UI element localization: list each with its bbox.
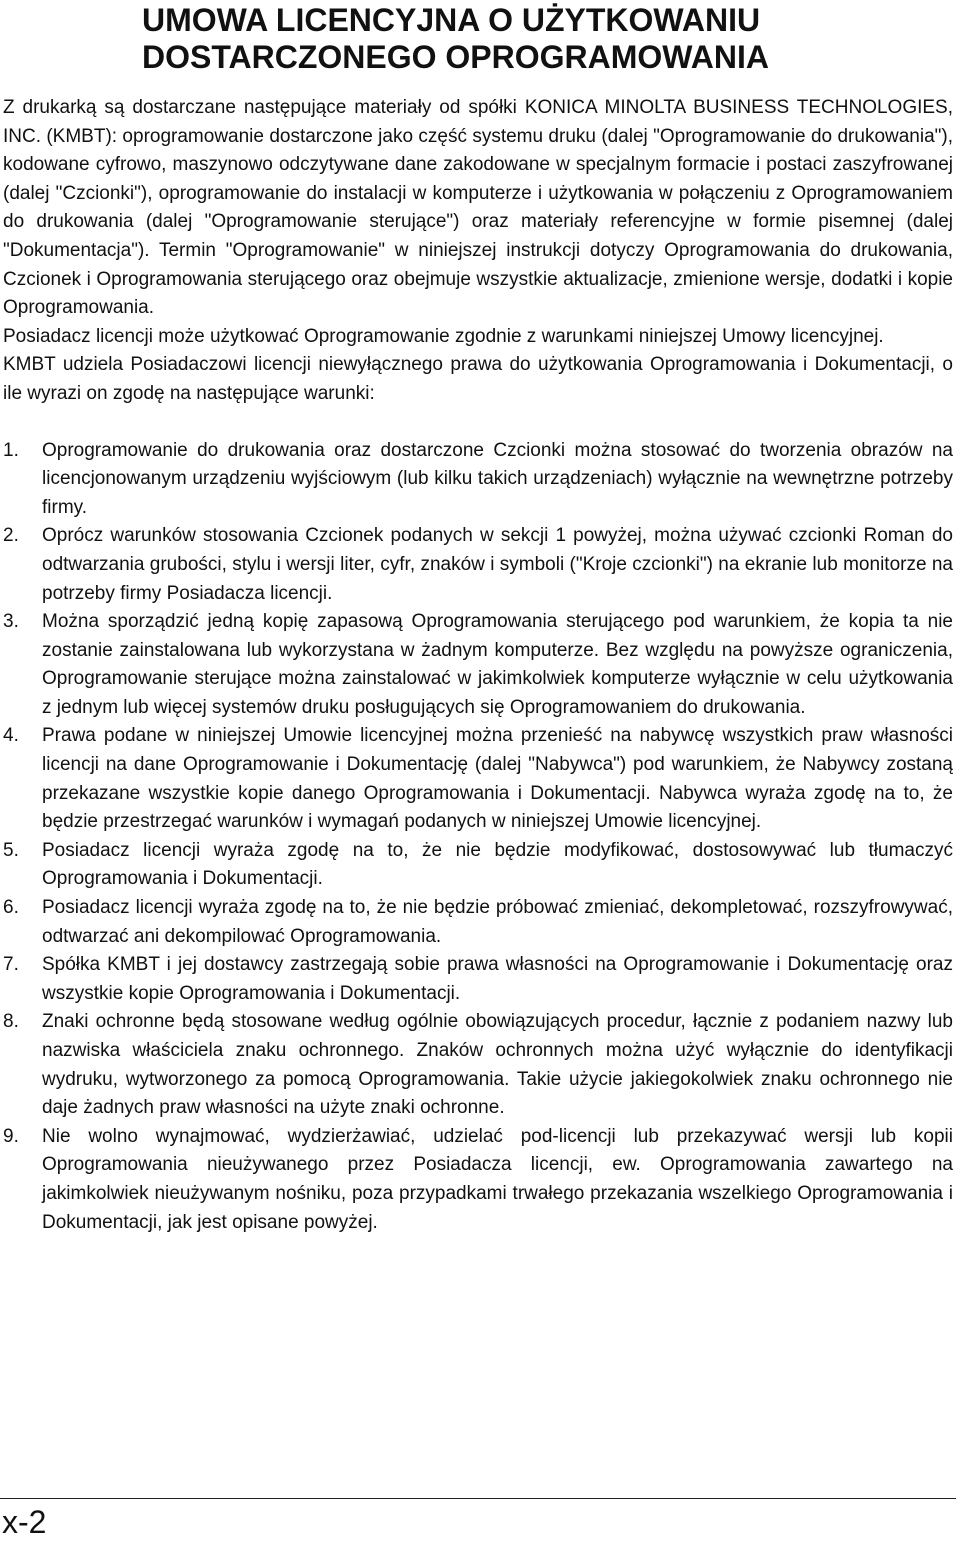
list-item — [3, 1008, 953, 1122]
intro-section — [3, 94, 953, 409]
document-body — [3, 94, 953, 1237]
footer-divider — [0, 1498, 956, 1499]
item-number: 3. — [3, 611, 19, 633]
license-use-paragraph: Posiadacz licencji może użytkować Oprogramowanie zgodnie z warunkami niniejszej Umowy licencyjnej. — [3, 325, 884, 347]
item-text: Można sporządzić jedną kopię zapasową Oprogramowania sterującego pod warunkiem, że kopia ta nie zostanie zainstalowana lub wykorzystana w żadnym komputerze. Bez względu na powyższe ograniczenia, Oprogramowanie sterujące można zainstalować w jakimkolwiek komputerze wyłącznie w celu użytkowania z jednym lub więcej systemów druku posługujących się Oprogramowaniem do drukowania. — [42, 611, 953, 718]
page-number: x-2 — [2, 1504, 47, 1540]
item-number: 2. — [3, 525, 19, 547]
item-number: 4. — [3, 725, 19, 747]
item-text: Posiadacz licencji wyraża zgodę na to, że nie będzie próbować zmieniać, dekompletować, rozszyfrowywać, odtwarzać ani dekompilować Oprogramowania. — [42, 897, 953, 947]
item-text: Posiadacz licencji wyraża zgodę na to, że nie będzie modyfikować, dostosowywać lub tłumaczyć Oprogramowania i Dokumentacji. — [42, 839, 953, 890]
list-item — [3, 522, 953, 608]
item-text: Znaki ochronne będą stosowane według ogólnie obowiązujących procedur, łącznie z podaniem nazwy lub nazwiska właściciela znaku ochronnego. Znaków ochronnych można użyć wyłącznie do identyfikacji wydruku, wytworzonego za pomocą Oprogramowania. Takie użycie jakiegokolwiek znaku ochronnego nie daje żadnych praw własności na użyte znaki ochronne. — [42, 1011, 953, 1119]
list-item — [3, 722, 953, 836]
page-title-line-1: UMOWA LICENCYJNA O UŻYTKOWANIU — [142, 2, 761, 38]
list-item — [3, 894, 953, 951]
list-item — [3, 951, 953, 1008]
item-number: 5. — [3, 839, 19, 861]
page-title-line-2: DOSTARCZONEGO OPROGRAMOWANIA — [142, 39, 769, 75]
item-text: Oprogramowanie do drukowania oraz dostarczone Czcionki można stosować do tworzenia obrazów na licencjonowanym urządzeniu wyjściowym (lub kilku takich urządzeniach) wyłącznie na wewnętrzne potrzeby firmy. — [42, 439, 953, 518]
page-title — [142, 2, 769, 76]
item-text: Nie wolno wynajmować, wydzierżawiać, udzielać pod-licencji lub przekazywać wersji lub kopii Oprogramowania nieużywanego przez Posiadacza licencji, ew. Oprogramowania zawartego na jakimkolwiek nieużywanym nośniku, poza przypadkami trwałego przekazania wszelkiego Oprogramowania i Dokumentacji, jak jest opisane powyżej. — [42, 1125, 953, 1233]
list-item — [3, 608, 953, 722]
item-number: 6. — [3, 897, 19, 919]
license-grant-paragraph: KMBT udziela Posiadaczowi licencji niewyłącznego prawa do użytkowania Oprogramowania i Dokumentacji, o ile wyrazi on zgodę na następujące warunki: — [3, 354, 953, 404]
list-item — [3, 837, 953, 894]
list-item — [3, 437, 953, 523]
intro-paragraph: Z drukarką są dostarczane następujące materiały od spółki KONICA MINOLTA BUSINESS TECHNOLOGIES, INC. (KMBT): oprogramowanie dostarczone jako część systemu druku (dalej "Oprogramowanie do drukowania"), kodowane cyfrowo, maszynowo odczytywane dane zakodowane w specjalnym formacie i postaci zaszyfrowanej (dalej "Czcionki"), oprogramowanie do instalacji w komputerze i użytkowania w połączeniu z Oprogramowaniem do drukowania (dalej "Oprogramowanie sterujące") oraz materiały referencyjne w formie pisemnej (dalej "Dokumentacja"). Termin "Oprogramowanie" w niniejszej instrukcji dotyczy Oprogramowania do drukowania, Czcionek i Oprogramowania sterującego oraz obejmuje wszystkie aktualizacje, zmienione wersje, dodatki i kopie Oprogramowania. — [3, 97, 953, 319]
item-text: Prawa podane w niniejszej Umowie licencyjnej można przenieść na nabywcę wszystkich praw własności licencji na dane Oprogramowanie i Dokumentację (dalej "Nabywca") pod warunkiem, że Nabywcy zostaną przekazane wszystkie kopie danego Oprogramowania i Dokumentacji. Nabywca wyraża zgodę na to, że będzie przestrzegać warunków i wymagań podanych w niniejszej Umowie licencyjnej. — [42, 725, 953, 833]
item-text: Spółka KMBT i jej dostawcy zastrzegają sobie prawa własności na Oprogramowanie i Dokumentację oraz wszystkie kopie Oprogramowania i Dokumentacji. — [42, 954, 953, 1004]
item-number: 9. — [3, 1125, 19, 1147]
item-number: 8. — [3, 1011, 19, 1033]
license-terms-list — [3, 437, 953, 1238]
item-text: Oprócz warunków stosowania Czcionek podanych w sekcji 1 powyżej, można używać czcionki Roman do odtwarzania grubości, stylu i wersji liter, cyfr, znaków i symboli ("Kroje czcionki") na ekranie lub monitorze na potrzeby firmy Posiadacza licencji. — [42, 525, 953, 604]
list-item — [3, 1123, 953, 1237]
item-number: 7. — [3, 954, 19, 976]
item-number: 1. — [3, 439, 19, 461]
